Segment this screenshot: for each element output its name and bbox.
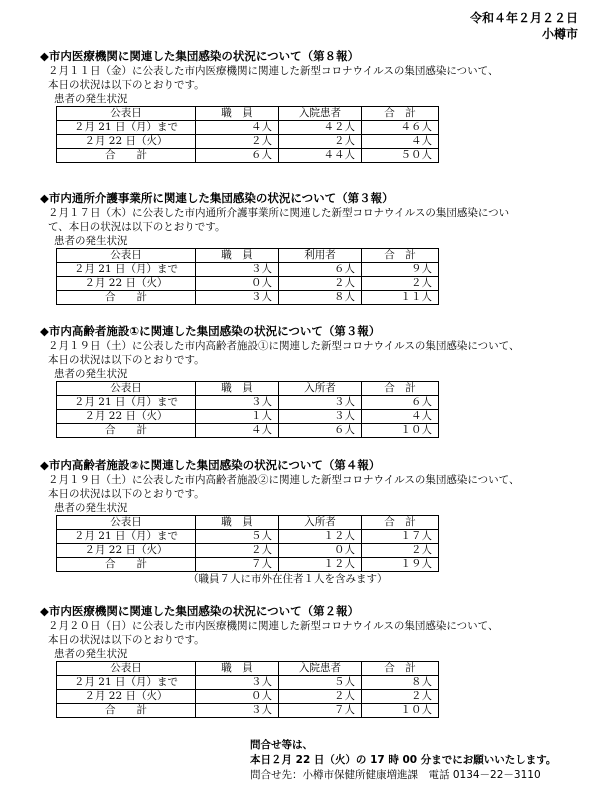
table-cell: ４４人 bbox=[279, 149, 362, 163]
header-cell: 合 計 bbox=[362, 249, 439, 263]
status-table bbox=[56, 515, 439, 572]
contact-intro: 問合せ等は、 bbox=[250, 739, 313, 751]
table-cell: ４人 bbox=[362, 410, 439, 424]
table-cell: １９人 bbox=[362, 558, 439, 572]
table-cell: ４人 bbox=[362, 135, 439, 149]
table-cell: ５０人 bbox=[362, 149, 439, 163]
table-cell: ２人 bbox=[279, 135, 362, 149]
table-cell: ５人 bbox=[196, 530, 279, 544]
table-cell: １０人 bbox=[362, 424, 439, 438]
contact-deadline: 本日２月 22 日（火）の 17 時 00 分までにお願いいたします。 bbox=[250, 754, 557, 766]
status-table bbox=[56, 106, 439, 163]
section-title: ◆市内医療機関に関連した集団感染の状況について（第２報） bbox=[40, 604, 360, 618]
table-cell: ２人 bbox=[362, 690, 439, 704]
section-1 bbox=[40, 49, 580, 163]
section-intro-line1: ２月２０日（日）に公表した市内医療機関に関連した新型コロナウイルスの集団感染について、 bbox=[48, 620, 499, 632]
section-label: 患者の発生状況 bbox=[54, 502, 128, 514]
table-cell: ２月 21 日（月）まで bbox=[57, 396, 196, 410]
section-intro-line1: ２月１９日（土）に公表した市内高齢者施設②に関連した新型コロナウイルスの集団感染について、 bbox=[48, 474, 520, 486]
section-intro-line2: 本日の状況は以下のとおりです。 bbox=[48, 488, 205, 500]
table-cell: ５人 bbox=[279, 676, 362, 690]
table-note: （職員７人に市外在住者１人を含みます） bbox=[188, 573, 388, 585]
table-cell: ６人 bbox=[362, 396, 439, 410]
table-row bbox=[57, 410, 439, 424]
table-cell: １人 bbox=[196, 410, 279, 424]
table-cell: １１人 bbox=[362, 291, 439, 305]
table-cell: ２人 bbox=[196, 135, 279, 149]
table-cell: ２月 21 日（月）まで bbox=[57, 121, 196, 135]
header-cell: 入院患者 bbox=[279, 662, 362, 676]
section-title: ◆市内通所介護事業所に関連した集団感染の状況について（第３報） bbox=[40, 191, 394, 205]
section-intro-line2: 本日の状況は以下のとおりです。 bbox=[48, 79, 205, 91]
section-2 bbox=[40, 191, 580, 305]
table-total-row bbox=[57, 558, 439, 572]
table-cell: ９人 bbox=[362, 263, 439, 277]
table-cell: ２人 bbox=[196, 544, 279, 558]
table-total-row bbox=[57, 424, 439, 438]
section-label: 患者の発生状況 bbox=[54, 648, 128, 660]
header-cell: 職 員 bbox=[196, 662, 279, 676]
table-cell: ２月 22 日（火） bbox=[57, 544, 196, 558]
table-cell: ３人 bbox=[196, 291, 279, 305]
header-cell: 公表日 bbox=[57, 249, 196, 263]
table-header-row bbox=[57, 662, 439, 676]
table-cell: 合 計 bbox=[57, 149, 196, 163]
section-5 bbox=[40, 604, 580, 718]
header-cell: 職 員 bbox=[196, 382, 279, 396]
city-name: 小樽市 bbox=[541, 27, 578, 41]
section-label: 患者の発生状況 bbox=[54, 235, 128, 247]
header-cell: 職 員 bbox=[196, 107, 279, 121]
table-row bbox=[57, 121, 439, 135]
table-cell: ０人 bbox=[196, 690, 279, 704]
table-header-row bbox=[57, 516, 439, 530]
table-row bbox=[57, 530, 439, 544]
table-total-row bbox=[57, 704, 439, 718]
table-cell: ６人 bbox=[196, 149, 279, 163]
header-cell: 公表日 bbox=[57, 662, 196, 676]
table-cell: ０人 bbox=[279, 544, 362, 558]
table-row bbox=[57, 690, 439, 704]
table-cell: ３人 bbox=[196, 676, 279, 690]
contact-info: 問合せ先：小樽市保健所健康増進課 電話 0134－22－3110 bbox=[250, 769, 541, 781]
table-header-row bbox=[57, 249, 439, 263]
contact-footer bbox=[250, 738, 556, 783]
table-cell: ３人 bbox=[196, 396, 279, 410]
table-cell: ７人 bbox=[196, 558, 279, 572]
table-cell: ７人 bbox=[279, 704, 362, 718]
table-total-row bbox=[57, 291, 439, 305]
section-intro-line1: ２月１９日（土）に公表した市内高齢者施設①に関連した新型コロナウイルスの集団感染について、 bbox=[48, 340, 520, 352]
table-cell: ３人 bbox=[279, 410, 362, 424]
section-label: 患者の発生状況 bbox=[54, 93, 128, 105]
table-cell: ６人 bbox=[279, 263, 362, 277]
table-cell: ８人 bbox=[362, 676, 439, 690]
table-cell: ２月 21 日（月）まで bbox=[57, 676, 196, 690]
section-intro-line1: ２月１１日（金）に公表した市内医療機関に関連した新型コロナウイルスの集団感染について、 bbox=[48, 65, 499, 77]
table-cell: ２月 22 日（火） bbox=[57, 135, 196, 149]
table-row bbox=[57, 544, 439, 558]
section-intro-line2: 本日の状況は以下のとおりです。 bbox=[48, 354, 205, 366]
table-cell: ２月 21 日（月）まで bbox=[57, 530, 196, 544]
table-cell: ２人 bbox=[362, 544, 439, 558]
header-cell: 公表日 bbox=[57, 516, 196, 530]
header-cell: 職 員 bbox=[196, 249, 279, 263]
table-cell: ４人 bbox=[196, 121, 279, 135]
table-cell: ６人 bbox=[279, 424, 362, 438]
section-4 bbox=[40, 458, 580, 586]
table-cell: ２月 22 日（火） bbox=[57, 277, 196, 291]
table-cell: 合 計 bbox=[57, 424, 196, 438]
table-cell: ２月 22 日（火） bbox=[57, 690, 196, 704]
header-cell: 公表日 bbox=[57, 107, 196, 121]
status-table bbox=[56, 248, 439, 305]
table-cell: ４２人 bbox=[279, 121, 362, 135]
table-cell: ２人 bbox=[279, 277, 362, 291]
section-title: ◆市内高齢者施設②に関連した集団感染の状況について（第４報） bbox=[40, 458, 381, 472]
section-intro-line1: ２月１７日（木）に公表した市内通所介護事業所に関連した新型コロナウイルスの集団感染につい bbox=[48, 207, 510, 219]
table-cell: １２人 bbox=[279, 558, 362, 572]
section-intro-line2: て、本日の状況は以下のとおりです。 bbox=[48, 221, 226, 233]
table-cell: 合 計 bbox=[57, 291, 196, 305]
header-date-block bbox=[470, 10, 578, 42]
table-cell: ３人 bbox=[279, 396, 362, 410]
section-3 bbox=[40, 324, 580, 438]
status-table bbox=[56, 381, 439, 438]
status-table bbox=[56, 661, 439, 718]
table-header-row bbox=[57, 382, 439, 396]
table-row bbox=[57, 277, 439, 291]
table-cell: ２月 21 日（月）まで bbox=[57, 263, 196, 277]
section-intro-line2: 本日の状況は以下のとおりです。 bbox=[48, 634, 205, 646]
header-cell: 利用者 bbox=[279, 249, 362, 263]
table-cell: 合 計 bbox=[57, 558, 196, 572]
table-cell: ４６人 bbox=[362, 121, 439, 135]
header-cell: 入所者 bbox=[279, 516, 362, 530]
table-cell: ３人 bbox=[196, 704, 279, 718]
table-header-row bbox=[57, 107, 439, 121]
header-cell: 合 計 bbox=[362, 662, 439, 676]
header-cell: 合 計 bbox=[362, 107, 439, 121]
table-cell: 合 計 bbox=[57, 704, 196, 718]
table-row bbox=[57, 676, 439, 690]
section-label: 患者の発生状況 bbox=[54, 368, 128, 380]
section-title: ◆市内高齢者施設①に関連した集団感染の状況について（第３報） bbox=[40, 324, 381, 338]
header-cell: 公表日 bbox=[57, 382, 196, 396]
header-cell: 入所者 bbox=[279, 382, 362, 396]
publication-date: 令和４年２月２２日 bbox=[469, 11, 578, 25]
table-row bbox=[57, 263, 439, 277]
table-total-row bbox=[57, 149, 439, 163]
header-cell: 合 計 bbox=[362, 516, 439, 530]
header-cell: 入院患者 bbox=[279, 107, 362, 121]
table-cell: １２人 bbox=[279, 530, 362, 544]
table-cell: ２人 bbox=[362, 277, 439, 291]
table-cell: １７人 bbox=[362, 530, 439, 544]
table-cell: ４人 bbox=[196, 424, 279, 438]
table-cell: ８人 bbox=[279, 291, 362, 305]
table-cell: ３人 bbox=[196, 263, 279, 277]
table-cell: ２月 22 日（火） bbox=[57, 410, 196, 424]
header-cell: 合 計 bbox=[362, 382, 439, 396]
table-cell: １０人 bbox=[362, 704, 439, 718]
table-cell: ０人 bbox=[196, 277, 279, 291]
table-row bbox=[57, 396, 439, 410]
table-cell: ２人 bbox=[279, 690, 362, 704]
table-row bbox=[57, 135, 439, 149]
header-cell: 職 員 bbox=[196, 516, 279, 530]
section-title: ◆市内医療機関に関連した集団感染の状況について（第８報） bbox=[40, 49, 360, 63]
